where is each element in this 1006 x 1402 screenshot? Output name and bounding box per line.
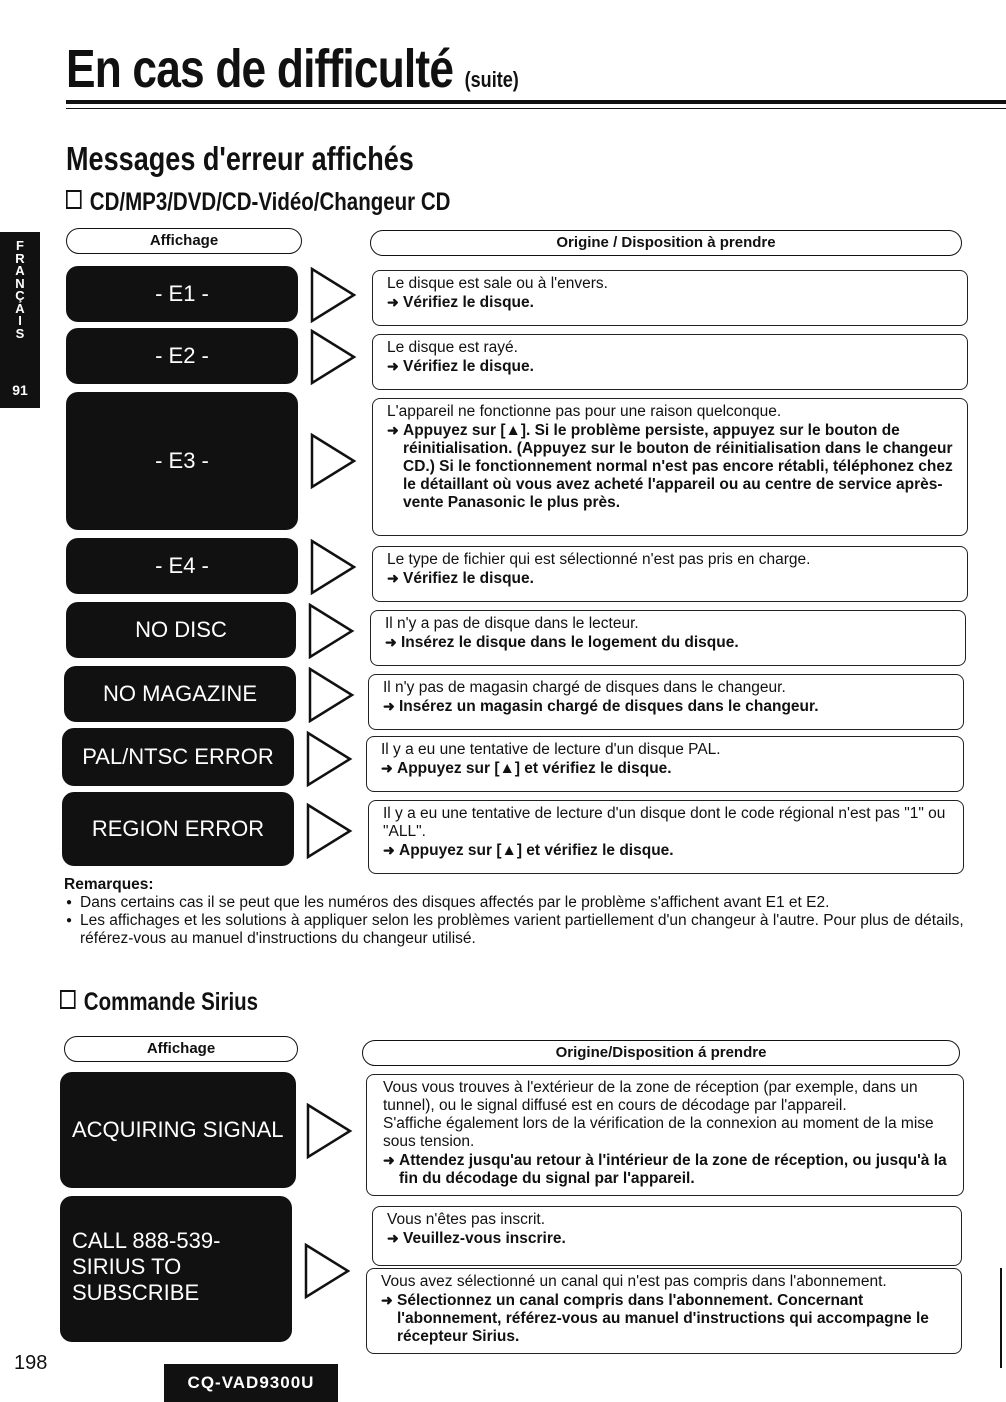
page-number: 198 <box>14 1352 48 1374</box>
title-rule <box>66 100 1006 104</box>
response-e1: Le disque est sale ou à l'envers. ➜ Vérifiez le disque. <box>372 270 968 326</box>
arrow-icon <box>304 730 354 788</box>
checkbox-icon <box>66 190 82 209</box>
page-title: En cas de difficulté (suite) <box>66 39 519 99</box>
response-e3: L'appareil ne fonctionne pas pour une raison quelconque. ➜ Appuyez sur [▲]. Si le problème persiste, appuyez sur le bouton de réinitialisation. (Appuyez sur le bouton de réinitialisation dans le changeur CD.) Si le fonctionnement normal n'est pas encore rétabli, téléphonez chez le détaillant où vous avez acheté l'appareil ou au centre de service après-vente Panasonic le plus près. <box>372 398 968 536</box>
arrow-icon <box>306 666 356 724</box>
remarks-title: Remarques: <box>64 876 154 893</box>
arrow-icon <box>304 802 354 860</box>
response-region-error: Il y a eu une tentative de lecture d'un disque dont le code régional n'est pas "1" ou "ALL". ➜ Appuyez sur [▲] et vérifiez le disque. <box>368 800 964 874</box>
display-e2: - E2 - <box>66 328 298 384</box>
arrow-icon <box>308 266 358 324</box>
side-tab-language: F R A N Ç A I S <box>15 238 25 341</box>
response-e2: Le disque est rayé. ➜ Vérifiez le disque. <box>372 334 968 390</box>
response-no-magazine: Il n'y pas de magasin chargé de disques dans le changeur. ➜ Insérez un magasin chargé de disques dans le changeur. <box>368 674 964 730</box>
sirius-col-header-display: Affichage <box>64 1036 298 1062</box>
checkbox-icon <box>60 990 76 1009</box>
language-side-tab <box>0 232 40 408</box>
display-call-sirius: CALL 888-539- SIRIUS TO SUBSCRIBE <box>60 1196 292 1342</box>
remark-item: ● Dans certains cas il se peut que les numéros des disques affectés par le problème s'affichent avant E1 et E2. <box>64 894 964 912</box>
col-header-origin: Origine / Disposition à prendre <box>370 230 962 256</box>
display-region-error: REGION ERROR <box>62 792 294 866</box>
response-acquiring-signal: Vous vous trouves à l'extérieur de la zone de réception (par exemple, dans un tunnel), ou le signal diffusé est en cours de décodage par l'appareil. S'affiche également lors de la vérification de la connexion au moment de la mise sous tension. ➜ Attendez jusqu'au retour à l'intérieur de la zone de réception, ou jusqu'à la fin du décodage du signal par l'appareil. <box>366 1074 964 1196</box>
display-e1: - E1 - <box>66 266 298 322</box>
arrow-icon <box>302 1242 352 1300</box>
side-tab-number: 91 <box>12 382 28 398</box>
response-not-subscribed: Vous n'êtes pas inscrit. ➜ Veuillez-vous inscrire. <box>372 1206 962 1266</box>
margin-line <box>1000 1268 1002 1368</box>
display-acquiring-signal: ACQUIRING SIGNAL <box>60 1072 296 1188</box>
display-e3: - E3 - <box>66 392 298 530</box>
response-no-disc: Il n'y a pas de disque dans le lecteur. ➜ Insérez le disque dans le logement du disque. <box>370 610 966 666</box>
response-channel-not-subscribed: Vous avez sélectionné un canal qui n'est pas compris dans l'abonnement. ➜ Sélectionnez un canal compris dans l'abonnement. Concernant l'abonnement, référez-vous au manuel d'instructions qui accompagne le récepteur Sirius. <box>366 1268 962 1354</box>
arrow-icon <box>308 432 358 490</box>
section-title: Messages d'erreur affichés <box>66 140 414 177</box>
arrow-icon <box>308 538 358 596</box>
cd-section-title: CD/MP3/DVD/CD-Vidéo/Changeur CD <box>66 188 450 217</box>
display-e4: - E4 - <box>66 538 298 594</box>
title-suffix: (suite) <box>464 67 519 92</box>
title-rule-thin <box>66 108 1006 109</box>
display-no-disc: NO DISC <box>66 602 296 658</box>
remark-item: ● Les affichages et les solutions à appliquer selon les problèmes varient partiellement d'un changeur à l'autre. Pour plus de détails, référez-vous au manuel d'instructions du changeur utilisé. <box>64 912 964 948</box>
arrow-icon <box>308 328 358 386</box>
arrow-icon <box>304 1102 354 1160</box>
response-e4: Le type de fichier qui est sélectionné n'est pas pris en charge. ➜ Vérifiez le disque. <box>372 546 968 602</box>
display-pal-ntsc-error: PAL/NTSC ERROR <box>62 728 294 786</box>
arrow-icon <box>306 602 356 660</box>
sirius-section-title: Commande Sirius <box>60 988 258 1017</box>
remarks <box>64 876 964 948</box>
model-badge: CQ-VAD9300U <box>164 1364 338 1402</box>
sirius-col-header-origin: Origine/Disposition á prendre <box>362 1040 960 1066</box>
col-header-display: Affichage <box>66 228 302 254</box>
response-pal-ntsc-error: Il y a eu une tentative de lecture d'un disque PAL. ➜ Appuyez sur [▲] et vérifiez le disque. <box>366 736 964 792</box>
display-no-magazine: NO MAGAZINE <box>64 666 296 722</box>
